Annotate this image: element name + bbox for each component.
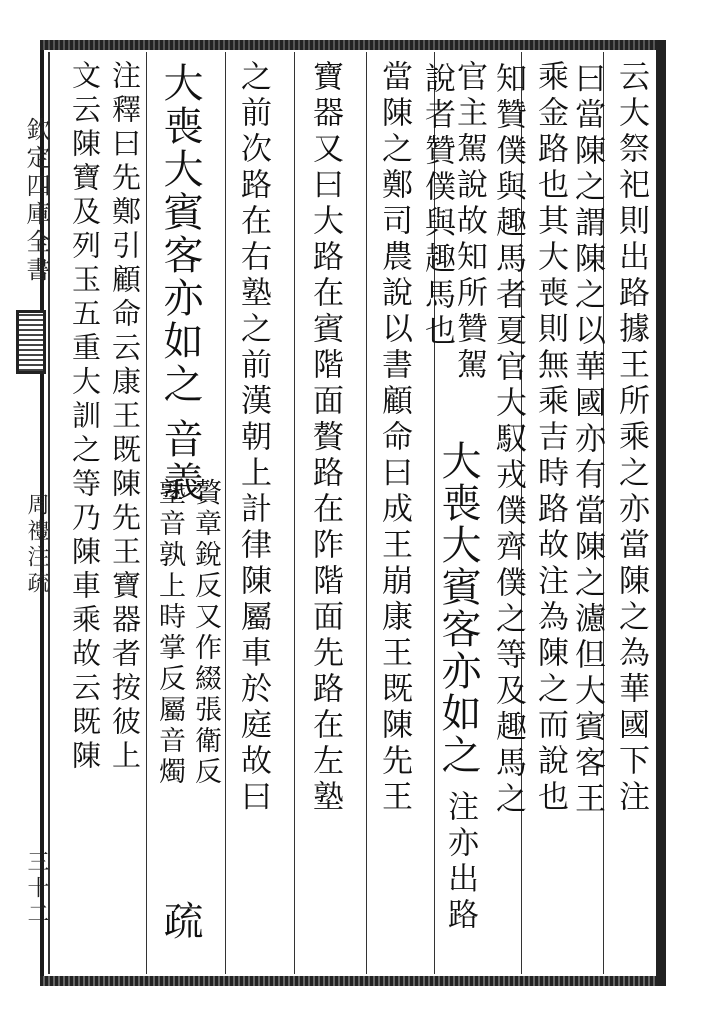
- text-column-13: 文云陳寶及列玉五重大訓之等乃陳車乘故云既陳: [68, 60, 102, 774]
- column-divider: [146, 52, 147, 974]
- text-column-7: 當陳之鄭司農說以書顧命曰成王崩康王既陳先王: [376, 60, 412, 816]
- text-column-8: 寶器又曰大路在賓階面贅路在阼階面先路在左塾: [307, 60, 343, 816]
- text-column-1: 云大祭祀則出路據王所乘之亦當陳之為華國下注: [613, 60, 649, 816]
- main-text-column-6: 大喪大賓客亦如之: [435, 440, 481, 776]
- yinyi-label: 音義: [157, 418, 203, 504]
- bottom-border: [40, 976, 666, 986]
- margin-column: [14, 55, 48, 975]
- top-border: [40, 40, 666, 50]
- section-title: 周禮注疏: [24, 493, 49, 597]
- main-text-column-10: 大喪大賓客亦如之: [157, 62, 203, 406]
- text-column-6b: 注亦出路: [442, 790, 478, 934]
- annotation-column-11a: 贅章銳反又作綴張衛反: [190, 478, 221, 788]
- text-column-12: 注釋曰先鄭引顧命云康王既陳先王寶器者按彼上: [108, 60, 142, 774]
- annotation-column-11b: 塾音孰上時掌反屬音燭: [154, 478, 185, 788]
- book-title: 欽定四庫全書: [22, 117, 50, 285]
- page-number: 三十二: [24, 850, 49, 928]
- text-column-5a: 官主駕說故知所贊駕: [451, 60, 487, 384]
- fishtail-mark: [16, 310, 46, 374]
- text-column-5b: 說者贊僕與趣馬也: [419, 62, 455, 350]
- right-border: [656, 40, 666, 986]
- text-column-2: 曰當陳之謂陳之以華國亦有當陳之濾但大賓客王: [569, 62, 605, 818]
- column-divider: [366, 52, 367, 974]
- text-column-9: 之前次路在右塾之前漢朝上計律陳屬車於庭故曰: [235, 60, 271, 816]
- shu-label: 疏: [157, 900, 203, 943]
- column-divider: [225, 52, 226, 974]
- text-column-4: 知贊僕與趣馬者夏官大馭戎僕齊僕之等及趣馬之: [490, 62, 526, 818]
- column-divider: [294, 52, 295, 974]
- text-column-3: 乘金路也其大喪則無乘吉時路故注為陳之而說也: [532, 60, 568, 816]
